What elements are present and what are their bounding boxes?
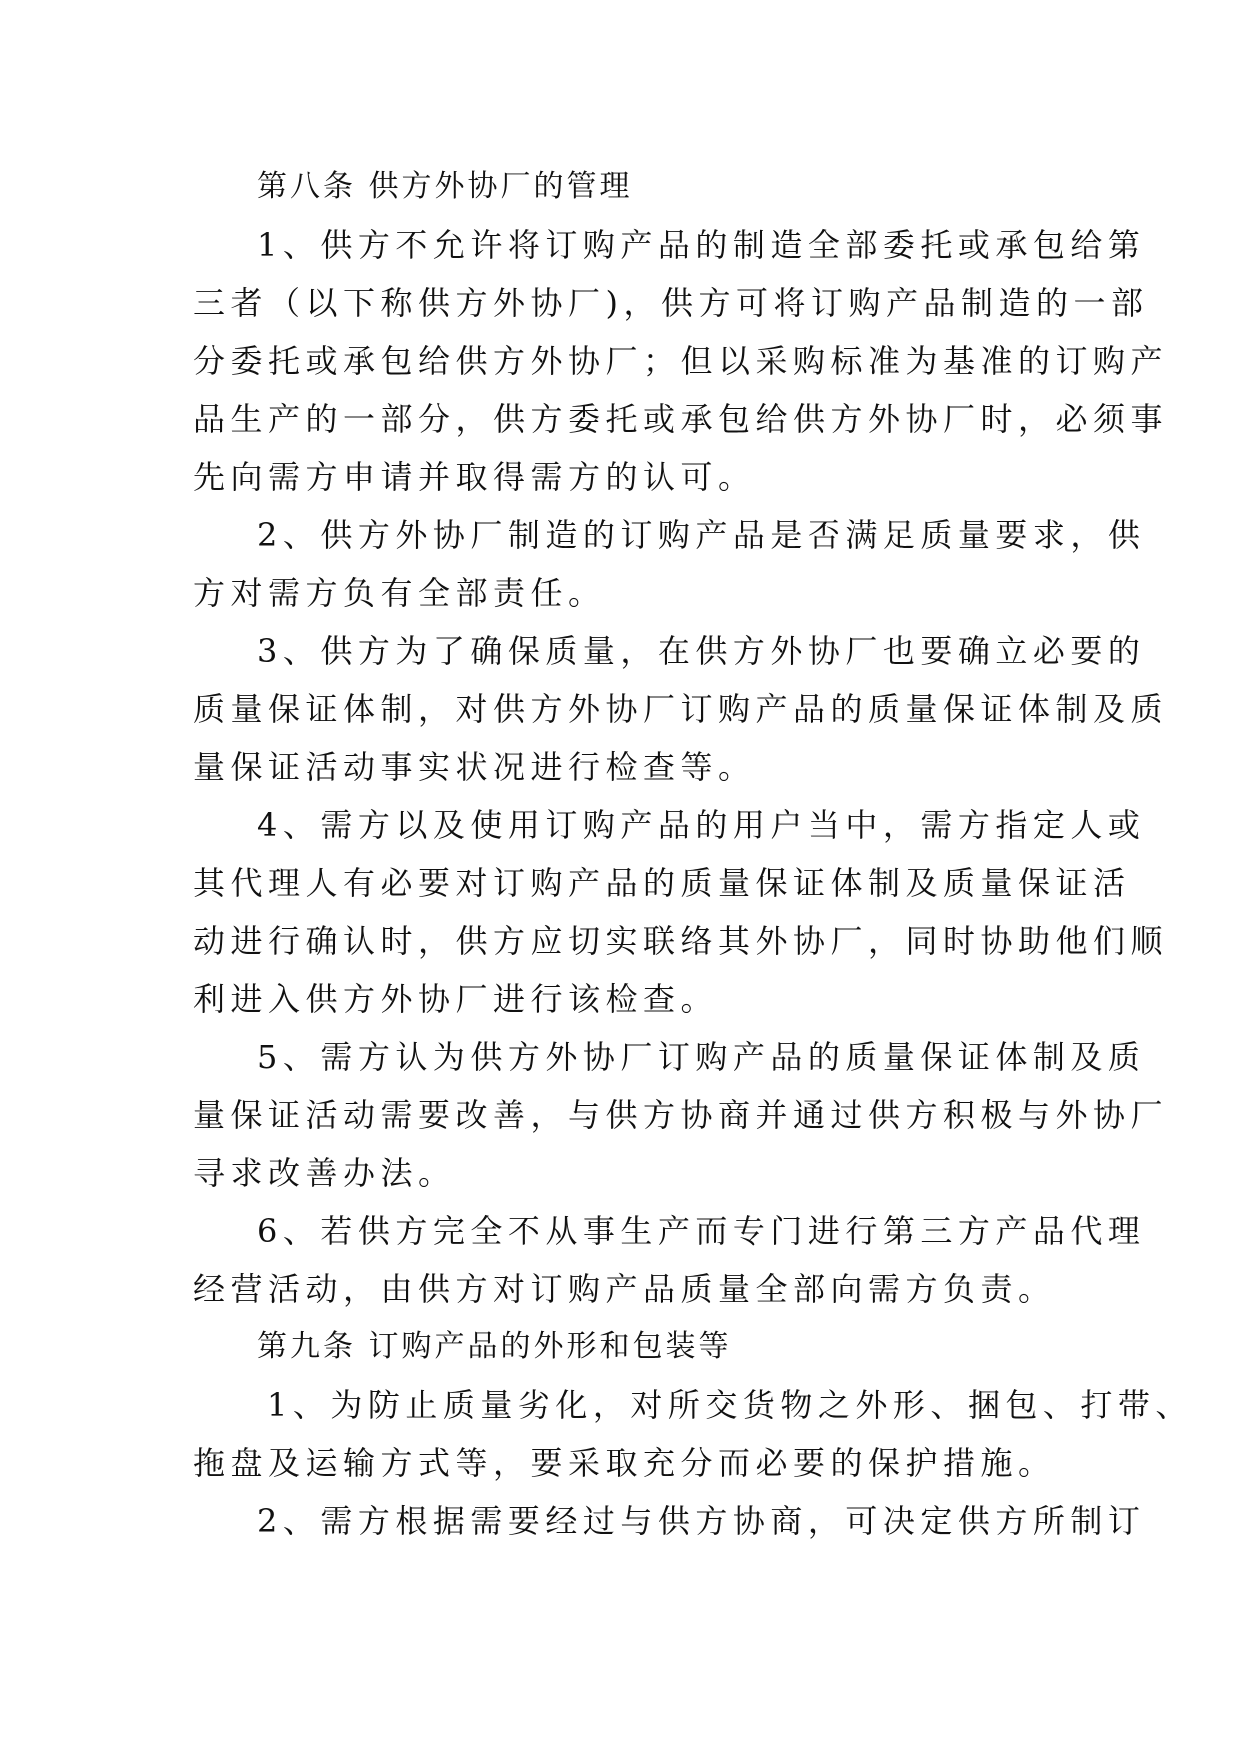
document-page [193, 158, 1193, 1550]
paragraph-line: 先向需方申请并取得需方的认可。 [193, 458, 756, 496]
paragraph-line: 量保证活动事实状况进行检查等。 [193, 748, 756, 786]
paragraph-line: 其代理人有必要对订购产品的质量保证体制及质量保证活 [193, 864, 1131, 902]
paragraph-line: 4、需方以及使用订购产品的用户当中，需方指定人或 [257, 806, 1146, 844]
paragraph-line: 质量保证体制，对供方外协厂订购产品的质量保证体制及质 [193, 690, 1169, 728]
paragraph-line: 5、需方认为供方外协厂订购产品的质量保证体制及质 [257, 1038, 1146, 1076]
article-heading-8: 第八条 供方外协厂的管理 [257, 169, 633, 204]
paragraph-line: 动进行确认时，供方应切实联络其外协厂，同时协助他们顺 [193, 922, 1169, 960]
paragraph-line: 1、供方不允许将订购产品的制造全部委托或承包给第 [257, 226, 1146, 264]
paragraph-line: 1、为防止质量劣化，对所交货物之外形、捆包、打带、 [267, 1386, 1193, 1424]
paragraph-line: 品生产的一部分，供方委托或承包给供方外协厂时，必须事 [193, 400, 1169, 438]
paragraph-line: 量保证活动需要改善，与供方协商并通过供方积极与外协厂 [193, 1096, 1169, 1134]
paragraph-line: 3、供方为了确保质量，在供方外协厂也要确立必要的 [257, 632, 1146, 670]
paragraph-line: 利进入供方外协厂进行该检查。 [193, 980, 719, 1018]
paragraph-line: 拖盘及运输方式等，要采取充分而必要的保护措施。 [193, 1444, 1056, 1482]
paragraph-line: 2、供方外协厂制造的订购产品是否满足质量要求，供 [257, 516, 1146, 554]
paragraph-line: 三者（以下称供方外协厂)，供方可将订购产品制造的一部 [193, 284, 1149, 322]
paragraph-line: 经营活动，由供方对订购产品质量全部向需方负责。 [193, 1270, 1056, 1308]
paragraph-line: 分委托或承包给供方外协厂；但以采购标准为基准的订购产 [193, 342, 1169, 380]
paragraph-line: 方对需方负有全部责任。 [193, 574, 606, 612]
paragraph-line: 6、若供方完全不从事生产而专门进行第三方产品代理 [257, 1212, 1146, 1250]
paragraph-line: 寻求改善办法。 [193, 1154, 456, 1192]
article-heading-9: 第九条 订购产品的外形和包装等 [257, 1329, 732, 1364]
paragraph-line: 2、需方根据需要经过与供方协商，可决定供方所制订 [257, 1502, 1146, 1540]
